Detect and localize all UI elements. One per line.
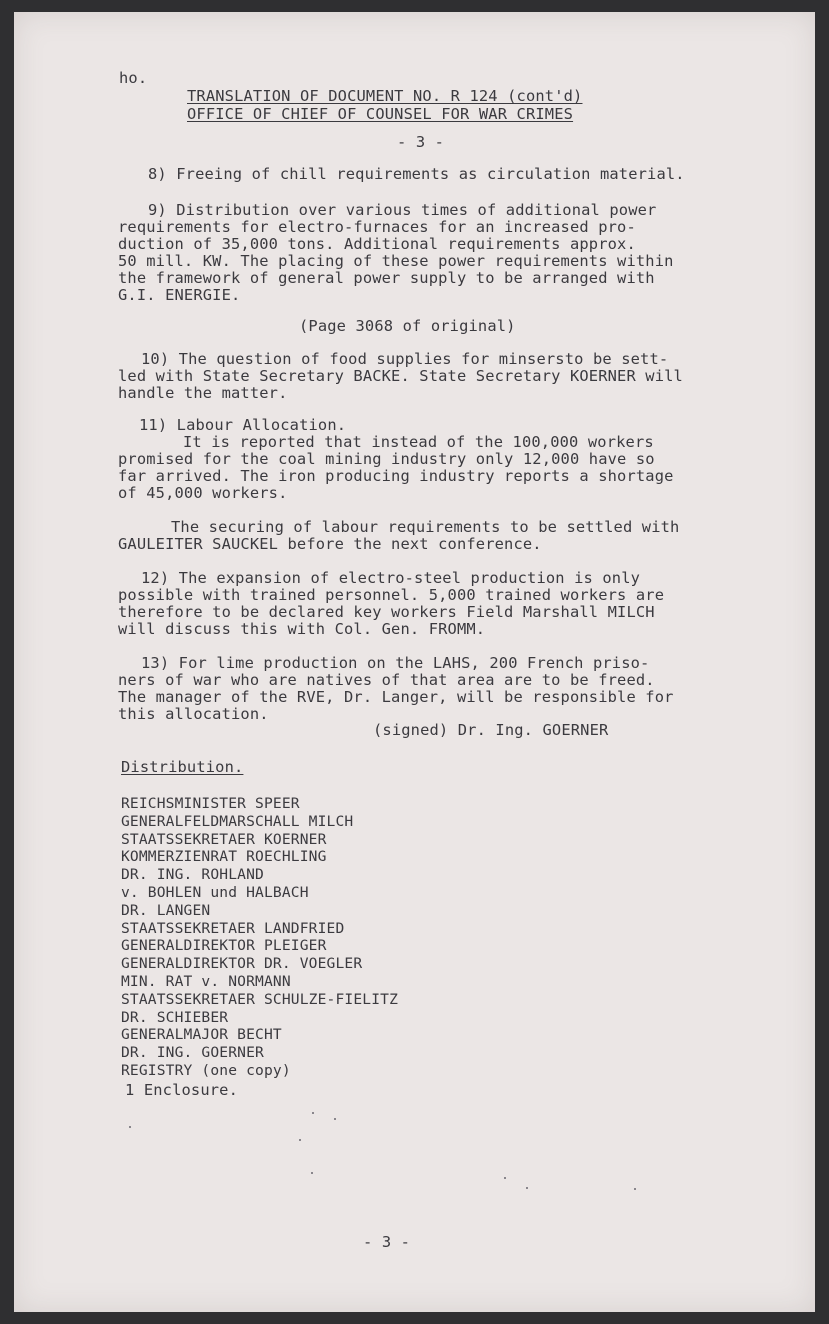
- document-page: [14, 12, 815, 1312]
- file-mark: ho.: [119, 69, 148, 87]
- item-13-line4: this allocation.: [118, 705, 269, 723]
- item-12-line4: will discuss this with Col. Gen. FROMM.: [118, 620, 486, 638]
- item-10-line1: 10) The question of food supplies for minsersto be sett-: [141, 350, 669, 368]
- item-11-line4: far arrived. The iron producing industry reports a shortage: [118, 467, 674, 485]
- distribution-entry: DR. ING. GOERNER: [121, 1044, 264, 1062]
- item-10-line2: led with State Secretary BACKE. State Secretary KOERNER will: [118, 367, 683, 385]
- distribution-entry: v. BOHLEN und HALBACH: [121, 884, 309, 901]
- header-title: TRANSLATION OF DOCUMENT NO. R 124 (cont'd): [187, 87, 583, 105]
- item-12-line2: possible with trained personnel. 5,000 trained workers are: [118, 586, 665, 604]
- page-number-top: - 3 -: [397, 133, 445, 151]
- distribution-entry: STAATSSEKRETAER SCHULZE-FIELITZ: [121, 990, 399, 1008]
- distribution-entry: GENERALDIREKTOR DR. VOEGLER: [121, 955, 363, 973]
- page-number-bottom: - 3 -: [363, 1233, 411, 1251]
- item-9-line2: requirements for electro-furnaces for an increased pro-: [118, 218, 636, 236]
- distribution-entry: DR. LANGEN: [121, 901, 211, 919]
- header-subtitle: OFFICE OF CHIEF OF COUNSEL FOR WAR CRIMES: [187, 105, 574, 123]
- ink-speck: [299, 1139, 301, 1141]
- item-12-line1: 12) The expansion of electro-steel production is only: [141, 569, 641, 587]
- distribution-entry: MIN. RAT v. NORMANN: [121, 973, 291, 990]
- item-9-line5: the framework of general power supply to be arranged with: [118, 269, 655, 287]
- item-13-line3: The manager of the RVE, Dr. Langer, will be responsible for: [118, 688, 674, 706]
- ink-speck: [311, 1172, 313, 1174]
- item-13-line2: ners of war who are natives of that area are to be freed.: [118, 671, 655, 689]
- distribution-entry: DR. ING. ROHLAND: [121, 866, 264, 884]
- distribution-entry: DR. SCHIEBER: [121, 1008, 229, 1026]
- item-12-line3: therefore to be declared key workers Field Marshall MILCH: [118, 603, 655, 621]
- page-reference: (Page 3068 of original): [299, 317, 516, 335]
- labour-para-line2: GAULEITER SAUCKEL before the next conference.: [118, 535, 542, 553]
- ink-speck: [334, 1118, 336, 1120]
- item-11-heading: 11) Labour Allocation.: [139, 416, 347, 434]
- distribution-entry: KOMMERZIENRAT ROECHLING: [121, 848, 327, 866]
- ink-speck: [312, 1112, 314, 1114]
- item-9-line6: G.I. ENERGIE.: [118, 286, 241, 304]
- ink-speck: [129, 1126, 131, 1128]
- item-10-line3: handle the matter.: [118, 384, 288, 402]
- item-8: 8) Freeing of chill requirements as circulation material.: [148, 165, 685, 183]
- ink-speck: [634, 1188, 636, 1190]
- item-13-line1: 13) For lime production on the LAHS, 200 French priso-: [141, 654, 650, 672]
- distribution-heading: Distribution.: [121, 758, 244, 776]
- distribution-entry: STAATSSEKRETAER KOERNER: [121, 830, 327, 848]
- distribution-entry: GENERALMAJOR BECHT: [121, 1026, 282, 1044]
- distribution-entry: GENERALFELDMARSCHALL MILCH: [121, 812, 354, 830]
- distribution-entry: REGISTRY (one copy): [121, 1062, 291, 1079]
- item-11-line3: promised for the coal mining industry only 12,000 have so: [118, 450, 655, 468]
- distribution-entry: STAATSSEKRETAER LANDFRIED: [121, 919, 345, 937]
- item-9-line3: duction of 35,000 tons. Additional requirements approx.: [118, 235, 636, 253]
- enclosure-note: 1 Enclosure.: [125, 1081, 238, 1099]
- item-9-line1: 9) Distribution over various times of additional power: [148, 201, 657, 219]
- signature-line: (signed) Dr. Ing. GOERNER: [373, 721, 609, 739]
- ink-speck: [526, 1187, 528, 1189]
- item-11-line5: of 45,000 workers.: [118, 484, 288, 502]
- ink-speck: [504, 1177, 506, 1179]
- item-11-line2: It is reported that instead of the 100,000 workers: [183, 433, 654, 451]
- labour-para-line1: The securing of labour requirements to be settled with: [171, 518, 680, 536]
- distribution-entry: GENERALDIREKTOR PLEIGER: [121, 937, 327, 955]
- item-9-line4: 50 mill. KW. The placing of these power requirements within: [118, 252, 674, 270]
- distribution-entry: REICHSMINISTER SPEER: [121, 795, 300, 812]
